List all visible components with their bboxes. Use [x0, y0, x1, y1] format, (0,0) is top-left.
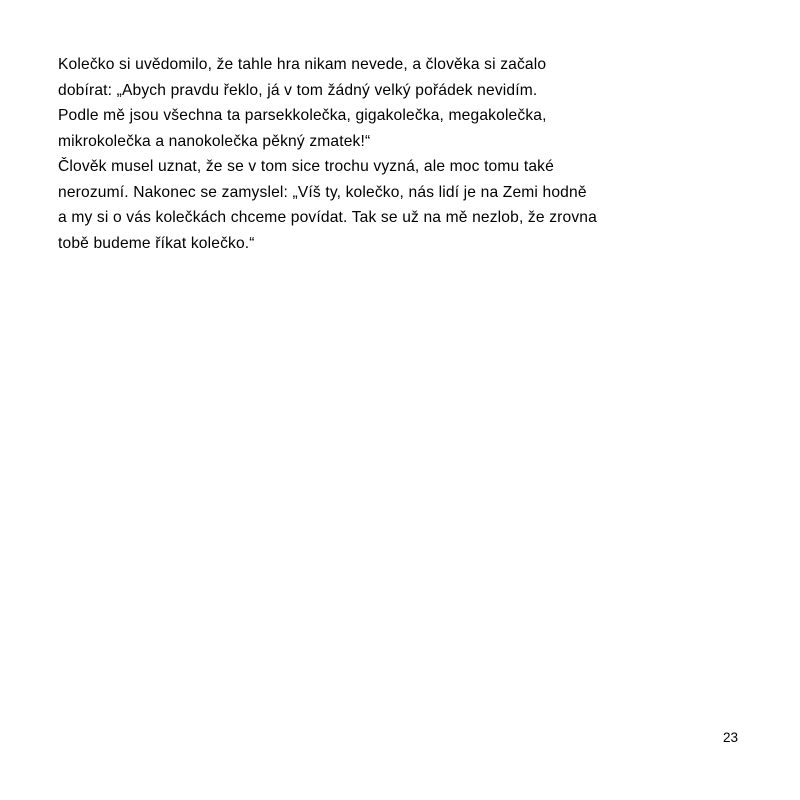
- text-line: Kolečko si uvědomilo, že tahle hra nikam nevede, a člověka si začalo: [58, 56, 547, 73]
- text-line: dobírat: „Abych pravdu řeklo, já v tom žádný velký pořádek nevidím.: [58, 81, 538, 99]
- paragraph-2: [58, 154, 698, 256]
- text-line: a my si o vás kolečkách chceme povídat. Tak se už na mě nezlob, že zrovna: [58, 209, 597, 226]
- page-number: 23: [722, 730, 738, 745]
- body-text: [58, 52, 698, 256]
- paragraph-1: [58, 52, 698, 154]
- text-line: mikrokolečka a nanokolečka pěkný zmatek!“: [58, 132, 371, 150]
- text-line: Podle mě jsou všechna ta parsekkolečka, gigakolečka, megakolečka,: [58, 107, 547, 124]
- text-line: tobě budeme říkat kolečko.“: [58, 234, 255, 252]
- text-line: Člověk musel uznat, že se v tom sice trochu vyzná, ale moc tomu také: [58, 158, 554, 175]
- text-line: nerozumí. Nakonec se zamyslel: „Víš ty, kolečko, nás lidí je na Zemi hodně: [58, 183, 587, 201]
